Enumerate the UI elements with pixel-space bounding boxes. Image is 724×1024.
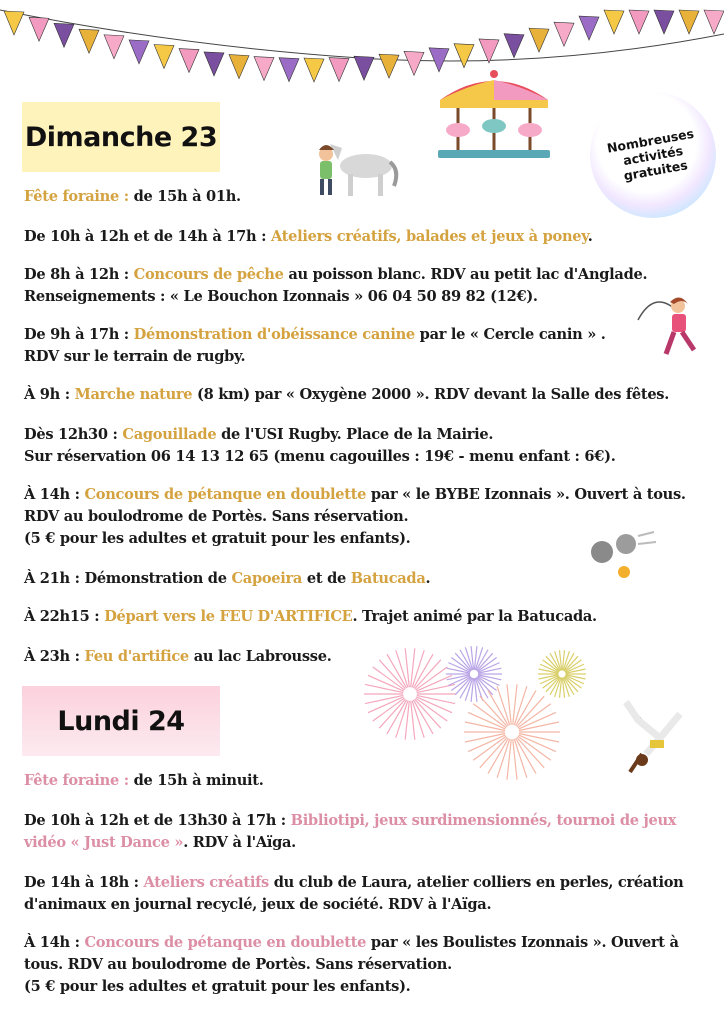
day-heading-lundi: Lundi 24 [22, 686, 220, 756]
day-heading-dimanche: Dimanche 23 [22, 102, 220, 172]
bunting-flag [554, 22, 574, 46]
d1-fete-foraine: Fête foraine : de 15h à 01h. [24, 188, 241, 205]
bunting-flag [454, 44, 474, 68]
bunting-flag [79, 29, 99, 53]
bunting-flag [229, 55, 249, 79]
bunting-flag [629, 10, 649, 34]
bunting-flag [404, 51, 424, 75]
bunting-flag [679, 10, 699, 34]
bunting-flag [29, 17, 49, 41]
d1-peche: De 8h à 12h : Concours de pêche au poisson blanc. RDV au petit lac d'Anglade. Renseignements : « Le Bouchon Izonnais » 06 04 50 89 82 (12€). [24, 266, 648, 305]
d2-ateliers: De 14h à 18h : Ateliers créatifs du club de Laura, atelier colliers en perles, création d'animaux en journal recyclé, jeux de société. RDV à l'Aïga. [24, 874, 684, 913]
d2-fete-foraine: Fête foraine : de 15h à minuit. [24, 772, 264, 789]
bunting-flag [54, 23, 74, 47]
badge-text: Nombreuses activités gratuites [605, 125, 695, 183]
bunting-flag [704, 10, 724, 34]
d2-bibliotipi: De 10h à 12h et de 13h30 à 17h : Bibliotipi, jeux surdimensionnés, tournoi de jeux vidéo « Just Dance ». RDV à l'Aïga. [24, 812, 677, 851]
bunting-flag [354, 56, 374, 80]
firework-burst [464, 684, 560, 779]
bunting-flag [529, 28, 549, 52]
bunting-flag [154, 44, 174, 68]
d1-petanque: À 14h : Concours de pétanque en doublette par « le BYBE Izonnais ». Ouvert à tous. RDV au boulodrome de Portès. Sans réservation. (5 € pour les adultes et gratuit pour les enfants). [24, 486, 686, 547]
bunting-flag [104, 35, 124, 59]
bunting-flag [254, 57, 274, 81]
bunting-flag [4, 11, 24, 35]
bunting-flag [129, 40, 149, 64]
d2-petanque: À 14h : Concours de pétanque en doublette par « les Boulistes Izonnais ». Ouvert à tous. RDV au boulodrome de Portès. Sans réservation. (5 € pour les adultes et gratuit pour les enfants). [24, 934, 679, 995]
bunting-flag [579, 16, 599, 40]
bunting-flag [204, 52, 224, 76]
d1-canine: De 9h à 17h : Démonstration d'obéissance canine par le « Cercle canin » . RDV sur le terrain de rugby. [24, 326, 606, 365]
bunting-flag [504, 34, 524, 58]
d1-capoeira: À 21h : Démonstration de Capoeira et de Batucada. [24, 570, 431, 587]
bunting-flag [279, 58, 299, 82]
bunting-flag [379, 54, 399, 78]
d1-feu: À 23h : Feu d'artifice au lac Labrousse. [24, 648, 332, 665]
bunting-garland [0, 0, 724, 90]
bunting-flag [654, 10, 674, 34]
capoeira-dancer-icon [620, 700, 690, 776]
d1-depart: À 22h15 : Départ vers le FEU D'ARTIFICE. Trajet animé par la Batucada. [24, 608, 597, 625]
bunting-flag [304, 58, 324, 82]
bunting-flag [329, 58, 349, 82]
d1-ateliers: De 10h à 12h et de 14h à 17h : Ateliers créatifs, balades et jeux à poney. [24, 228, 593, 245]
bunting-flag [604, 10, 624, 34]
d1-cagouillade: Dès 12h30 : Cagouillade de l'USI Rugby. Place de la Mairie. Sur réservation 06 14 13 12 65 (menu cagouilles : 19€ - menu enfant : 6€). [24, 426, 616, 465]
carousel-icon [436, 66, 552, 162]
bunting-flag [479, 39, 499, 63]
d1-marche: À 9h : Marche nature (8 km) par « Oxygène 2000 ». RDV devant la Salle des fêtes. [24, 386, 670, 403]
bunting-flag [179, 49, 199, 73]
